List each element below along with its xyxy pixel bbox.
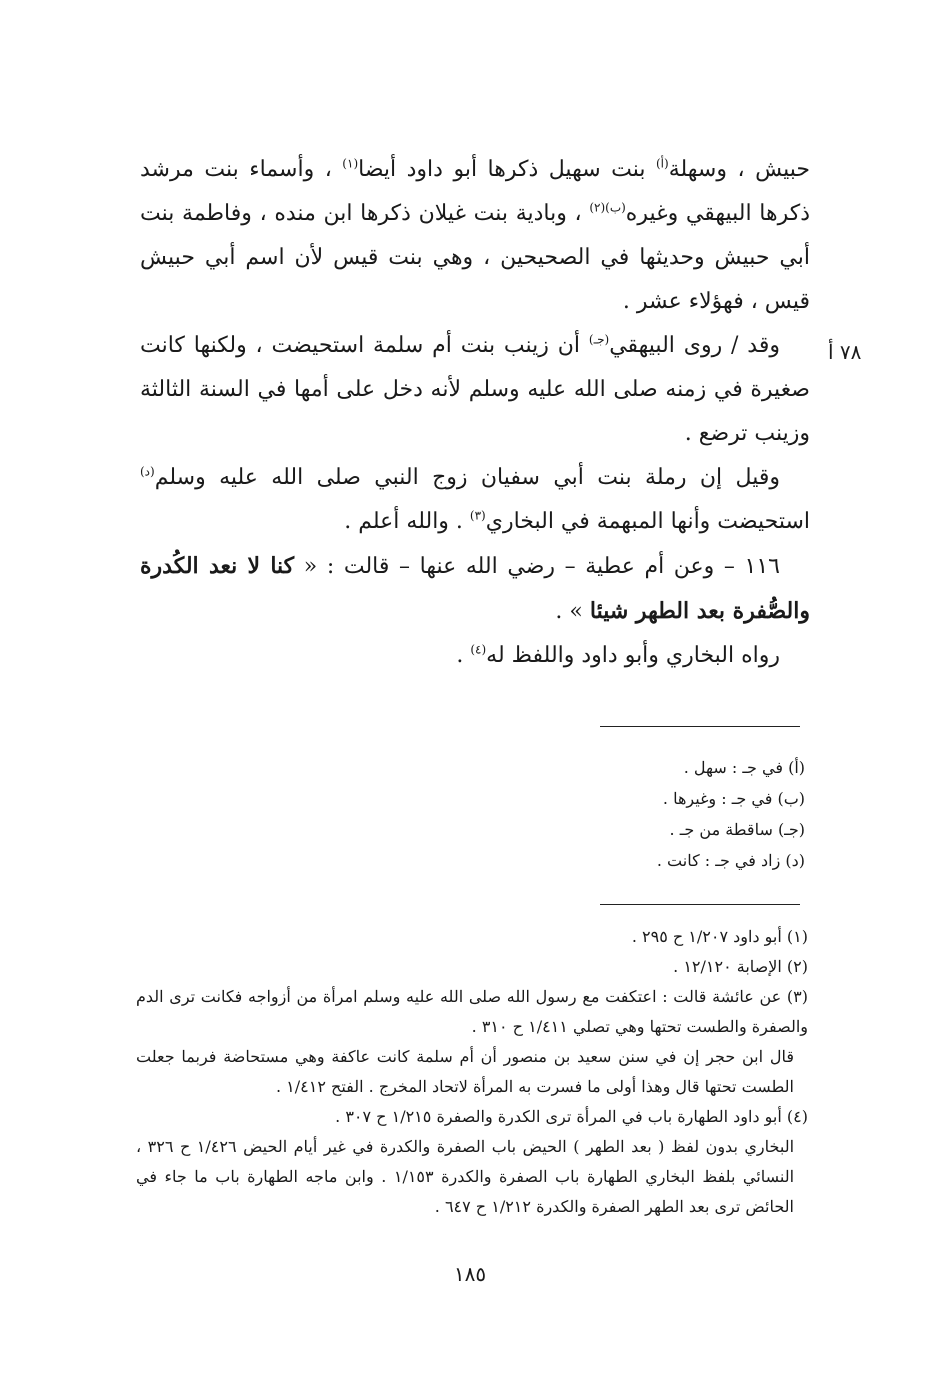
variant-marker: (جـ) [588, 332, 610, 347]
text-run: رواه البخاري وأبو داود واللفظ له [486, 643, 780, 668]
text-run: أن زينب بنت أم سلمة استحيضت ، ولكنها كانت صغيرة في زمنه صلى الله عليه وسلم لأنه دخل على أمها في السنة الثالثة وزينب ترضع . [140, 333, 810, 446]
text-run: وقد / روى البيهقي [609, 333, 780, 358]
hadith-116 [140, 544, 810, 634]
footnote: (٤) أبو داود الطهارة باب في المرأة ترى الكدرة والصفرة ١/٢١٥ ح ٣٠٧ . [335, 1107, 808, 1126]
variant-marker: (د) [140, 464, 155, 479]
footnote-continuation: قال ابن حجر إن في سنن سعيد بن منصور أن أم سلمة كانت عاكفة وهي مستحاضة فربما جعلت الطست تحتها قال وهذا أولى ما فسرت به المرأة لاتحاد المخرج . الفتح ١/٤١٢ . [136, 1047, 794, 1096]
paragraph-narration [140, 634, 810, 678]
text-run: استحيضت وأنها المبهمة في البخاري [485, 509, 810, 534]
paragraph-ramla [140, 456, 810, 544]
paragraph-women-list [140, 148, 810, 324]
footnote-marker: (١) [342, 156, 359, 171]
footnote: (١) أبو داود ١/٢٠٧ ح ٢٩٥ . [631, 927, 808, 946]
text-run: ، وأسماء بنت مرشد ذكرها البيهقي وغيره [140, 157, 810, 226]
text-run: بنت سهيل ذكرها أبو داود أيضا [358, 157, 656, 182]
page-number: ١٨٥ [453, 1262, 487, 1286]
divider-variants [600, 726, 800, 727]
text-run: ١١٦ – وعن أم عطية – رضي الله عنها – قالت : « [294, 554, 780, 579]
variant-note: (د) زاد في جـ : كانت . [656, 851, 805, 870]
footnote: (٣) عن عائشة قالت : اعتكفت مع رسول الله صلى الله عليه وسلم امرأة من أزواجه فكانت ترى الدم والصفرة والطست تحتها وهي تصلي ١/٤١١ ح ٣١٠ . [136, 987, 808, 1036]
paragraph-bayhaqi [140, 324, 810, 456]
footnote-marker: (٣) [469, 508, 486, 523]
variant-note: (جـ) ساقطة من جـ . [669, 820, 805, 839]
main-text [140, 148, 810, 678]
variant-note: (ب) في جـ : وغيرها . [662, 789, 805, 808]
footnote: (٢) الإصابة ١٢/١٢٠ . [673, 957, 808, 976]
footnote-marker: (ب)(٢) [589, 200, 626, 215]
text-run: » . [555, 599, 590, 624]
text-run: وقيل إن رملة بنت أبي سفيان زوج النبي صلى الله عليه وسلم [154, 465, 780, 490]
hadith-text: كنا لا نعد الكُدرة والصُّفرة بعد الطهر شيئا [140, 553, 810, 624]
variant-notes [500, 752, 805, 876]
footnote-marker: (٤) [470, 642, 487, 657]
variant-note: (أ) في جـ : سهل . [683, 758, 805, 777]
text-run: . [456, 643, 471, 668]
footnote-continuation: البخاري بدون لفظ ( بعد الطهر ) الحيض باب الصفرة والكدرة في غير أيام الحيض ١/٤٢٦ ح ٣٢٦ ، النسائي بلفظ البخاري الطهارة باب الصفرة والكدرة ١/١٥٣ . وابن ماجه الطهارة باب ما جاء في الحائض ترى بعد الطهر الصفرة والكدرة ١/٢١٢ ح ٦٤٧ . [136, 1137, 795, 1216]
text-run: ، وبادية بنت غيلان ذكرها ابن منده ، وفاطمة بنت أبي حبيش وحديثها في الصحيحين ، وهي بنت قيس لأن اسم أبي حبيش قيس ، فهؤلاء عشر . [140, 201, 810, 314]
divider-footnotes [600, 904, 800, 905]
margin-folio-note: ٧٨ أ [828, 340, 862, 364]
footnotes [136, 922, 808, 1222]
variant-marker: (أ) [656, 156, 669, 171]
text-run: حبيش ، وسهلة [668, 157, 810, 182]
text-run: . والله أعلم . [344, 509, 470, 534]
